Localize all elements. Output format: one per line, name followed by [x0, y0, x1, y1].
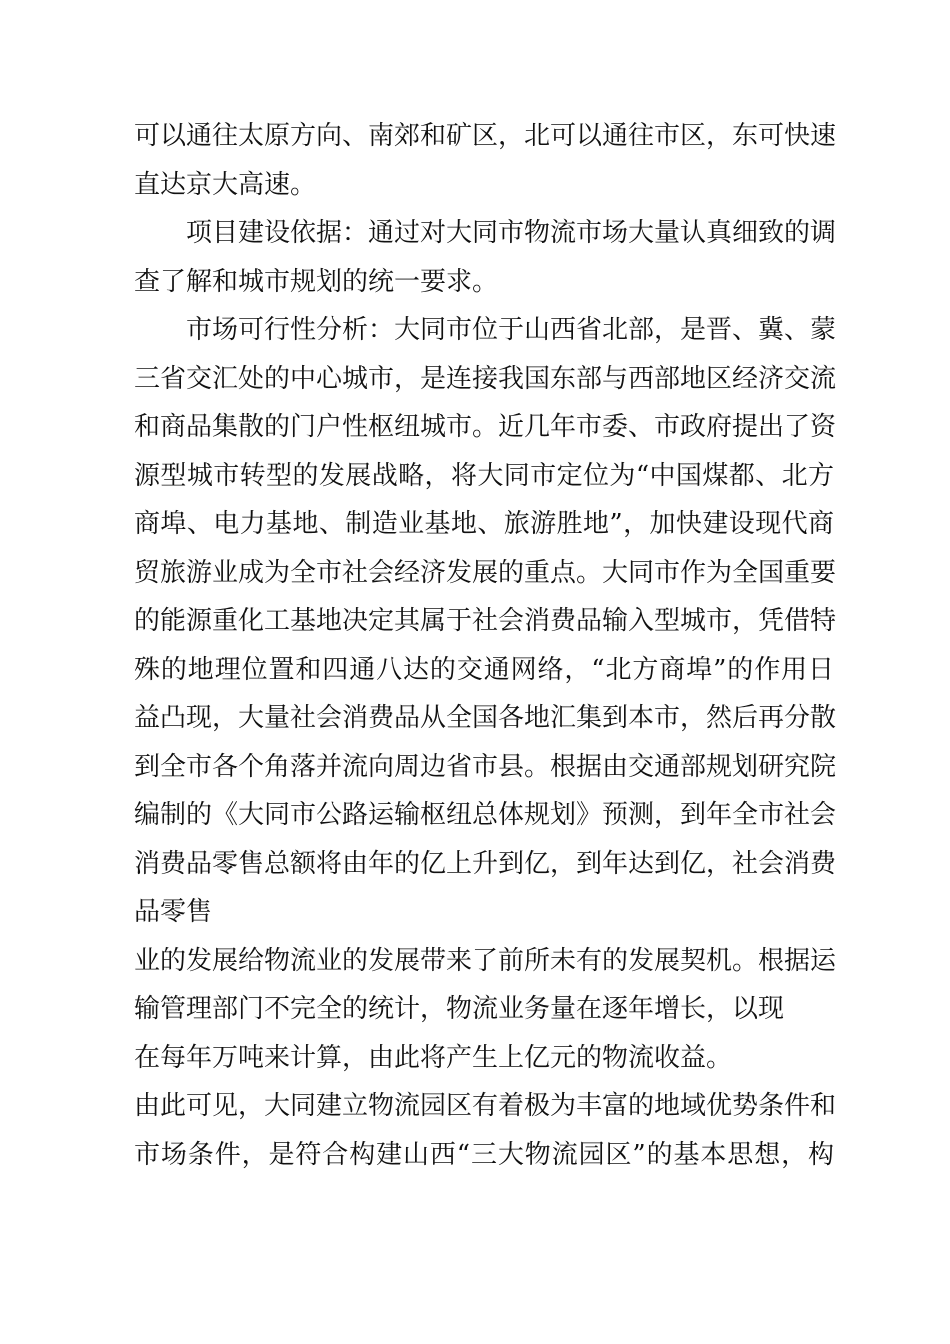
- text-line: 到全市各个角落并流向周边省市县。根据由交通部规划研究院: [134, 751, 837, 782]
- text-line: 业的发展给物流业的发展带来了前所未有的发展契机。根据运: [134, 945, 837, 976]
- text-line: 由此可见，大同建立物流园区有着极为丰富的地域优势条件和: [134, 1091, 837, 1121]
- text-line: 市场条件，是符合构建山西“三大物流园区”的基本思想，构: [134, 1139, 834, 1170]
- text-line: 市场可行性分析：大同市位于山西省北部，是晋、冀、蒙: [186, 315, 837, 345]
- text-line: 在每年万吨来计算，由此将产生上亿元的物流收益。: [134, 1042, 733, 1073]
- text-line: 源型城市转型的发展战略，将大同市定位为“中国煤都、北方: [134, 460, 834, 491]
- text-line: 和商品集散的门户性枢纽城市。近几年市委、市政府提出了资: [134, 412, 837, 442]
- text-line: 消费品零售总额将由年的亿上升到亿，到年达到亿，社会消费: [134, 848, 837, 879]
- text-line: 项目建设依据：通过对大同市物流市场大量认真细致的调: [186, 218, 837, 248]
- text-line: 直达京大高速。: [134, 169, 317, 200]
- text-line: 品零售: [134, 897, 213, 927]
- body-text: [134, 112, 837, 1179]
- text-line: 编制的《大同市公路运输枢纽总体规划》预测，到年全市社会: [134, 800, 837, 830]
- text-line: 商埠、电力基地、制造业基地、旅游胜地”，加快建设现代商: [134, 509, 834, 539]
- text-line: 可以通往太原方向、南郊和矿区，北可以通往市区，东可快速: [134, 121, 837, 151]
- text-line: 的能源重化工基地决定其属于社会消费品输入型城市，凭借特: [134, 606, 837, 636]
- text-line: 三省交汇处的中心城市，是连接我国东部与西部地区经济交流: [134, 363, 837, 394]
- text-line: 益凸现，大量社会消费品从全国各地汇集到本市，然后再分散: [134, 703, 837, 733]
- text-line: 输管理部门不完全的统计，物流业务量在逐年增长，以现: [134, 994, 785, 1024]
- text-line: 殊的地理位置和四通八达的交通网络，“北方商埠”的作用日: [134, 654, 834, 685]
- text-line: 贸旅游业成为全市社会经济发展的重点。大同市作为全国重要: [134, 557, 837, 588]
- text-line: 查了解和城市规划的统一要求。: [134, 266, 499, 297]
